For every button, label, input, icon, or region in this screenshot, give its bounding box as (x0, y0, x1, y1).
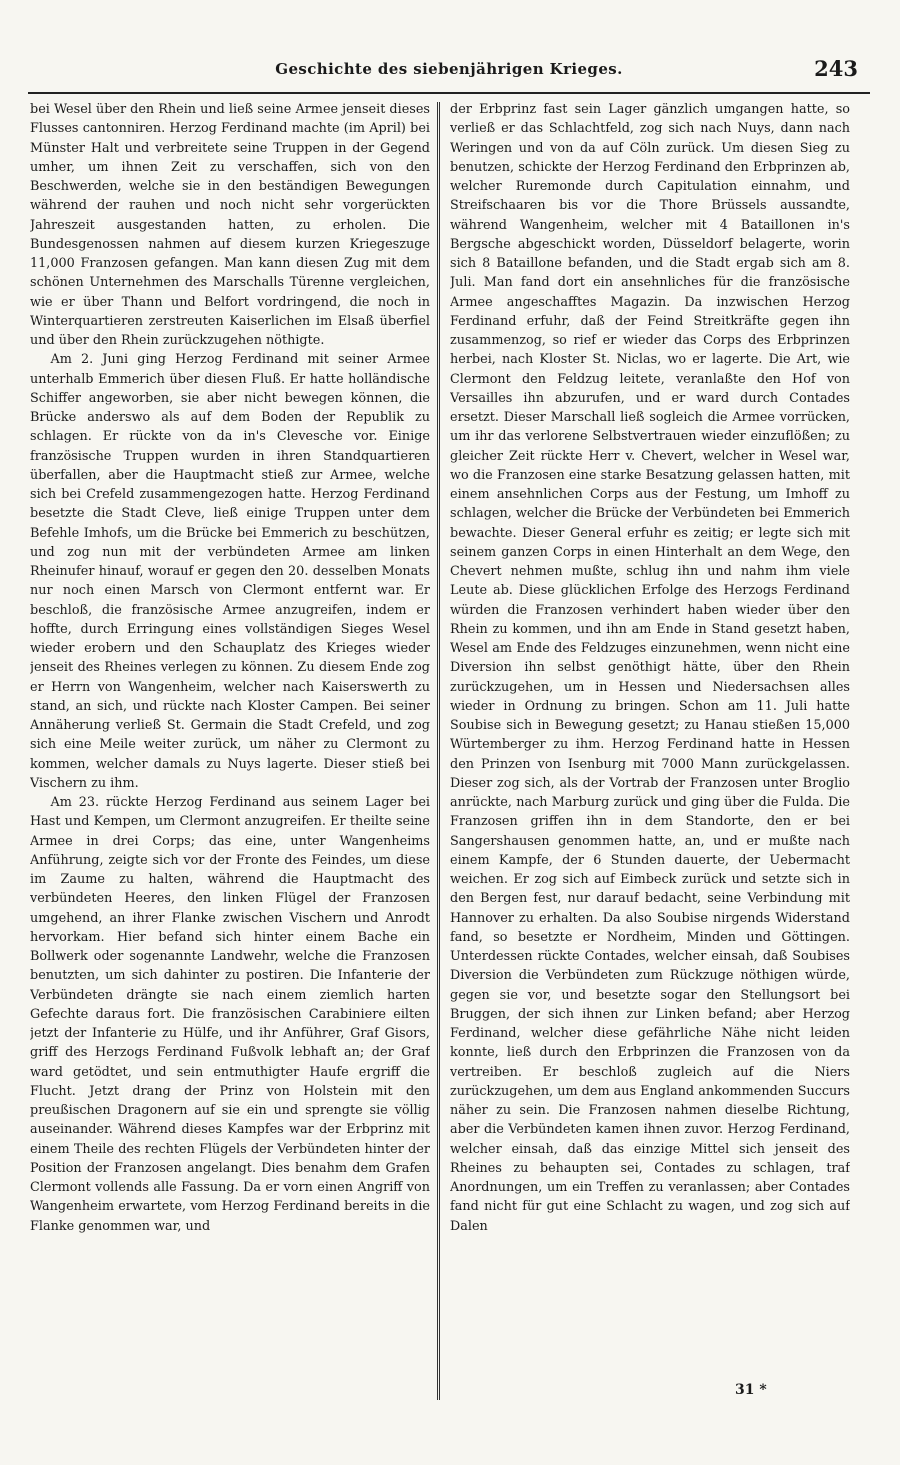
right-column (450, 100, 850, 1400)
left-column (30, 100, 430, 1400)
paragraph: Am 2. Juni ging Herzog Ferdinand mit seiner Armee unterhalb Emmerich über diesen Fluß. Er hatte holländische Schiffer angeworben, sie aber nicht bewegen können, die Brücke anderswo als auf dem Boden der Republik zu schlagen. Er rückte von da in's Clevesche vor. Einige französische Truppen wurden in ihren Standquartieren überfallen, aber die Hauptmacht stieß zur Armee, welche sich bei Crefeld zusammengezogen hatte. Herzog Ferdinand besetzte die Stadt Cleve, ließ einige Truppen unter dem Befehle Imhofs, um die Brücke bei Emmerich zu beschützen, und zog nun mit der verbündeten Armee am linken Rheinufer hinauf, worauf er gegen den 20. desselben Monats nur noch einen Marsch von Clermont entfernt war. Er beschloß, die französische Armee anzugreifen, indem er hoffte, durch Erringung eines vollständigen Sieges Wesel wieder erobern und den Schauplatz des Krieges wieder jenseit des Rheines verlegen zu können. Zu diesem Ende zog er Herrn von Wangenheim, welcher nach Kaiserswerth zu stand, an sich, und rückte nach Kloster Campen. Bei seiner Annäherung verließ St. Germain die Stadt Crefeld, und zog sich eine Meile weiter zurück, um näher zu Clermont zu kommen, welcher damals zu Nuys lagerte. Dieser stieß bei Vischern zu ihm. (30, 352, 430, 791)
page-header (28, 58, 870, 88)
paragraph: der Erbprinz fast sein Lager gänzlich umgangen hatte, so verließ er das Schlachtfeld, zog sich nach Nuys, dann nach Weringen und von da auf Cöln zurück. Um diesen Sieg zu benutzen, schickte der Herzog Ferdinand den Erbprinzen ab, welcher Ruremonde durch Capitulation einnahm, und Streifschaaren bis vor die Thore Brüssels aussandte, während Wangenheim, welcher mit 4 Bataillonen in's Bergsche abgeschickt worden, Düsseldorf belagerte, worin sich 8 Bataillone befanden, und die Stadt ergab sich am 8. Juli. Man fand dort ein ansehnliches für die französische Armee angeschafftes Magazin. Da inzwischen Herzog Ferdinand erfuhr, daß der Feind Streitkräfte gegen ihn zusammenzog, so rief er wieder das Corps des Erbprinzen herbei, nach Kloster St. Niclas, wo er lagerte. Die Art, wie Clermont den Feldzug leitete, veranlaßte den Hof von Versailles ihn abzurufen, und er ward durch Contades ersetzt. Dieser Marschall ließ sogleich die Armee vorrücken, um ihr das verlorene Selbstvertrauen wieder einzuflößen; zu gleicher Zeit rückte Herr v. Chevert, welcher in Wesel war, wo die Franzosen eine starke Besatzung gelassen hatten, mit einem ansehnlichen Corps aus der Festung, um Imhoff zu schlagen, welcher die Brücke der Verbündeten bei Emmerich bewachte. Dieser General erfuhr es zeitig; er legte sich mit seinem ganzen Corps in einen Hinterhalt an dem Wege, den Chevert nehmen mußte, schlug ihn und nahm ihm viele Leute ab. Diese glücklichen Erfolge des Herzogs Ferdinand würden die Franzosen verhindert haben wieder über den Rhein zu kommen, und ihn am Ende in Stand gesetzt haben, Wesel am Ende des Feldzuges einzunehmen, wenn nicht eine Diversion ihn selbst genöthigt hätte, über den Rhein zurückzugehen, um in Hessen und Niedersachsen alles wieder in Ordnung zu bringen. Schon am 11. Juli hatte Soubise sich in Bewegung gesetzt; zu Hanau stießen 15,000 Würtemberger zu ihm. Herzog Ferdinand hatte in Hessen den Prinzen von Isenburg mit 7000 Mann zurückgelassen. Dieser zog sich, als der Vortrab der Franzosen unter Broglio anrückte, nach Marburg zurück und ging über die Fulda. Die Franzosen griffen ihn in dem Standorte, den er bei Sangershausen genommen hatte, an, und er mußte nach einem Kampfe, der 6 Stunden dauerte, der Uebermacht weichen. Er zog sich auf Eimbeck zurück und setzte sich in den Bergen fest, nur darauf bedacht, seine Verbindung mit Hannover zu erhalten. Da also Soubise nirgends Widerstand fand, so besetzte er Nordheim, Minden und Göttingen. Unterdessen rückte Contades, welcher einsah, daß Soubises Diversion die Verbündeten zum Rückzuge nöthigen würde, gegen sie vor, und besetzte sogar den Stellungsort bei Bruggen, der sich ihnen zur Linken befand; aber Herzog Ferdinand, welcher diese gefährliche Nähe nicht leiden konnte, ließ durch den Erbprinzen die Franzosen von da vertreiben. Er beschloß zugleich auf die Niers zurückzugehen, um dem aus England ankommenden Succurs näher zu sein. Die Franzosen nahmen dieselbe Richtung, aber die Verbündeten kamen ihnen zuvor. Herzog Ferdinand, welcher einsah, daß das einzige Mittel sich jenseit des Rheines zu behaupten sei, Contades zu schlagen, traf Anordnungen, um ein Treffen zu veranlassen; aber Contades fand nicht für gut eine Schlacht zu wagen, und zog sich auf Dalen (450, 102, 850, 1234)
page-number: 243 (814, 56, 858, 81)
running-title: Geschichte des siebenjährigen Krieges. (275, 60, 623, 78)
header-rule (28, 92, 870, 94)
paragraph: bei Wesel über den Rhein und ließ seine Armee jenseit dieses Flusses cantonniren. Herzog Ferdinand machte (im April) bei Münster Halt und verbreitete seine Truppen in der Gegend umher, um ihnen Zeit zu verschaffen, sich von den Beschwerden, welche sie in den beständigen Bewegungen während der rauhen und noch nicht sehr vorgerückten Jahreszeit ausgestanden hatten, zu erholen. Die Bundesgenossen nahmen auf diesem kurzen Kriegeszuge 11,000 Franzosen gefangen. Man kann diesen Zug mit dem schönen Unternehmen des Marschalls Türenne vergleichen, wie er über Thann und Belfort vordringend, die noch in Winterquartieren zerstreuten Kaiserlichen im Elsaß überfiel und über den Rhein zurückzugehen nöthigte. (30, 102, 430, 348)
text-columns (30, 100, 856, 1400)
signature-mark: 31 * (735, 1382, 767, 1398)
paragraph: Am 23. rückte Herzog Ferdinand aus seinem Lager bei Hast und Kempen, um Clermont anzugreifen. Er theilte seine Armee in drei Corps; das eine, unter Wangenheims Anführung, zeigte sich vor der Fronte des Feindes, um diese im Zaume zu halten, während die Hauptmacht des verbündeten Heeres, den linken Flügel der Franzosen umgehend, an ihrer Flanke zwischen Vischern und Anrodt hervorkam. Hier befand sich hinter einem Bache ein Bollwerk oder sogenannte Landwehr, welche die Franzosen benutzten, um sich dahinter zu postiren. Die Infanterie der Verbündeten drängte sie nach einem ziemlich harten Gefechte daraus fort. Die französischen Carabiniere eilten jetzt der Infanterie zu Hülfe, und ihr Anführer, Graf Gisors, griff des Herzogs Ferdinand Fußvolk lebhaft an; der Graf ward getödtet, und sein entmuthigter Haufe ergriff die Flucht. Jetzt drang der Prinz von Holstein mit den preußischen Dragonern auf sie ein und sprengte sie völlig auseinander. Während dieses Kampfes war der Erbprinz mit einem Theile des rechten Flügels der Verbündeten hinter der Position der Franzosen angelangt. Dies benahm dem Grafen Clermont vollends alle Fassung. Da er vorn einen Angriff von Wangenheim erwartete, vom Herzog Ferdinand bereits in die Flanke genommen war, und (30, 795, 430, 1234)
